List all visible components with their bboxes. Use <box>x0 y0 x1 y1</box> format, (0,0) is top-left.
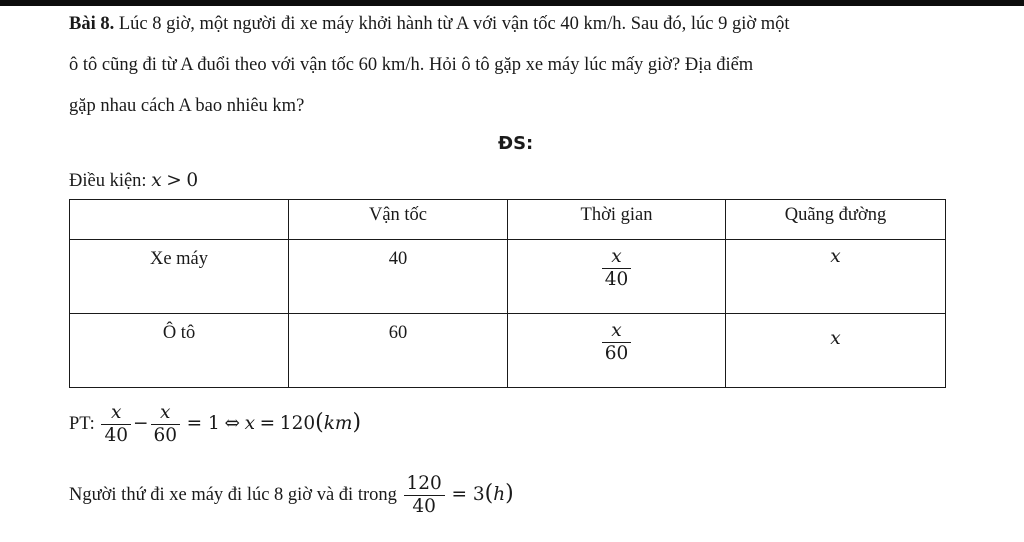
condition-value: 0 <box>186 170 199 191</box>
answer-heading: ĐS: <box>498 133 534 154</box>
condition-var: x <box>151 170 162 191</box>
time-fraction: $\frac{x}{40}$ <box>602 246 632 291</box>
condition-op: > <box>166 170 182 191</box>
problem-line-2: ô tô cũng đi từ A đuổi theo với vận tốc 60 km/h. Hỏi ô tô gặp xe máy lúc mấy giờ? Địa điểm <box>69 55 754 75</box>
equation-minus: − <box>132 412 149 434</box>
condition <box>69 170 198 192</box>
condition-label: Điều kiện: <box>69 171 147 191</box>
row-speed: 60 <box>289 314 508 388</box>
unit-paren-close: ) <box>352 409 362 435</box>
equation-equals: = <box>259 412 276 434</box>
problem-line-3: gặp nhau cách A bao nhiêu km? <box>69 96 305 116</box>
equation-equals-one: = 1 <box>186 412 220 434</box>
row-time <box>508 314 726 388</box>
problem-line-1 <box>69 14 790 35</box>
equation-label: PT: <box>69 413 95 434</box>
table-header-speed: Vận tốc <box>289 200 508 240</box>
unit-paren-open: ( <box>315 409 324 435</box>
equation-iff: ⇔ <box>224 412 240 434</box>
conclusion <box>69 473 514 518</box>
row-name: Xe máy <box>70 240 289 314</box>
conclusion-unit: h <box>493 483 506 505</box>
equation-fraction-1: $\frac{x}{40}$ <box>101 402 131 447</box>
conclusion-paren-open: ( <box>484 480 494 506</box>
conclusion-equals: = 3 <box>451 483 485 505</box>
row-distance: x <box>726 240 946 314</box>
problem-text-1: Lúc 8 giờ, một người đi xe máy khởi hành từ A với vận tốc 40 km/h. Sau đó, lúc 9 giờ một <box>118 14 790 34</box>
data-table <box>69 199 946 388</box>
conclusion-fraction: $\frac{120}{40}$ <box>404 473 445 518</box>
equation-var: x <box>244 412 256 434</box>
table-row <box>70 314 946 388</box>
table-header-empty <box>70 200 289 240</box>
equation <box>69 402 361 447</box>
table-header-row <box>70 200 946 240</box>
table-row <box>70 240 946 314</box>
equation-unit: km <box>323 412 353 434</box>
conclusion-paren-close: ) <box>505 480 514 506</box>
table-header-time: Thời gian <box>508 200 726 240</box>
table-header-distance: Quãng đường <box>726 200 946 240</box>
time-fraction: $\frac{x}{60}$ <box>602 320 632 365</box>
row-speed: 40 <box>289 240 508 314</box>
row-time <box>508 240 726 314</box>
equation-fraction-2: $\frac{x}{60}$ <box>151 402 181 447</box>
top-border <box>0 0 1024 6</box>
row-distance: x <box>726 314 946 388</box>
problem-label: Bài 8. <box>69 14 115 34</box>
equation-value: 120 <box>279 412 316 434</box>
conclusion-text: Người thứ đi xe máy đi lúc 8 giờ và đi trong <box>69 484 397 505</box>
row-name: Ô tô <box>70 314 289 388</box>
